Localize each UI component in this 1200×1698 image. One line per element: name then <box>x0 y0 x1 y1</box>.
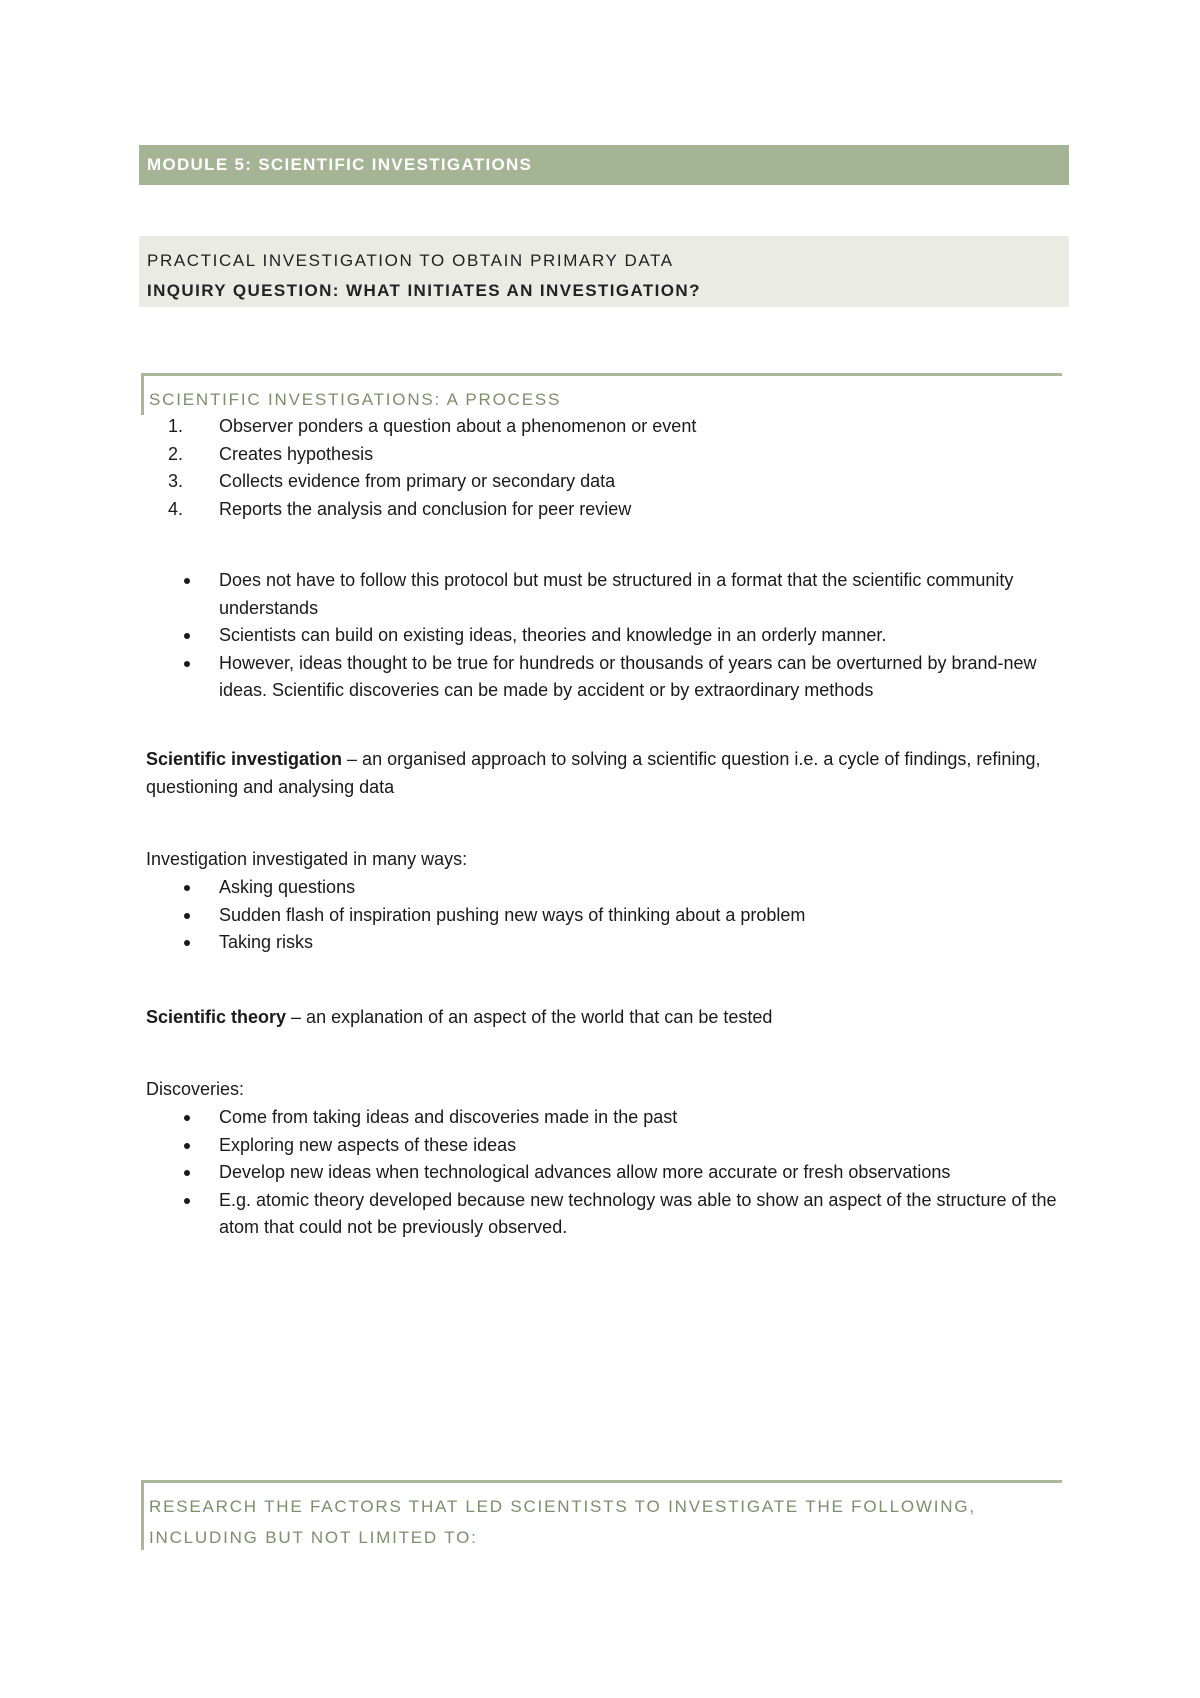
list-item: However, ideas thought to be true for hundreds or thousands of years can be overturned by brand-new ideas. Scientific discoveries can be made by accident or by extraordinary methods <box>178 650 1058 705</box>
list-item <box>168 496 696 524</box>
list-item: Exploring new aspects of these ideas <box>178 1132 1058 1160</box>
list-item: Does not have to follow this protocol but must be structured in a format that the scientific community understands <box>178 567 1058 622</box>
inquiry-question: INQUIRY QUESTION: WHAT INITIATES AN INVESTIGATION? <box>147 281 701 300</box>
list-item: Develop new ideas when technological advances allow more accurate or fresh observations <box>178 1159 1058 1187</box>
step-text: Creates hypothesis <box>219 443 374 464</box>
list-item: E.g. atomic theory developed because new technology was able to show an aspect of the structure of the atom that could not be previously observed. <box>178 1187 1058 1242</box>
definition-text: – an organised approach to solving a scientific question i.e. a cycle of findings, refining, questioning and analysing data <box>146 749 1041 797</box>
list-item <box>168 441 696 469</box>
process-section-header <box>141 373 1062 415</box>
theory-definition <box>146 1004 1076 1032</box>
module-banner <box>139 145 1069 185</box>
step-text: Collects evidence from primary or secondary data <box>219 471 616 491</box>
step-text: Reports the analysis and conclusion for peer review <box>219 498 632 519</box>
list-item: Sudden flash of inspiration pushing new ways of thinking about a problem <box>178 902 1058 930</box>
inquiry-subtitle: PRACTICAL INVESTIGATION TO OBTAIN PRIMARY DATA <box>147 251 674 270</box>
inquiry-box <box>139 236 1069 307</box>
list-item: Come from taking ideas and discoveries made in the past <box>178 1104 1058 1132</box>
discoveries-list <box>178 1104 1058 1242</box>
step-number: 3. <box>168 471 184 491</box>
process-steps <box>168 413 696 523</box>
definition-term: Scientific investigation <box>146 749 343 769</box>
step-number: 4. <box>168 498 184 519</box>
research-heading: RESEARCH THE FACTORS THAT LED SCIENTISTS TO INVESTIGATE THE FOLLOWING, INCLUDING BUT NOT LIMITED TO: <box>149 1497 976 1547</box>
discoveries-intro: Discoveries: <box>146 1079 245 1099</box>
list-item: Asking questions <box>178 874 1058 902</box>
ways-intro: Investigation investigated in many ways: <box>146 849 468 869</box>
step-number: 2. <box>168 443 184 464</box>
list-item: Scientists can build on existing ideas, theories and knowledge in an orderly manner. <box>178 622 1058 650</box>
ways-list <box>178 874 1058 957</box>
list-item <box>168 468 696 496</box>
step-text: Observer ponders a question about a phenomenon or event <box>219 416 697 436</box>
step-number: 1. <box>168 416 184 436</box>
research-section-header <box>141 1480 1062 1550</box>
investigation-definition <box>146 746 1076 801</box>
list-item: Taking risks <box>178 929 1058 957</box>
process-notes <box>178 567 1058 705</box>
module-title: MODULE 5: SCIENTIFIC INVESTIGATIONS <box>147 155 533 174</box>
definition-term: Scientific theory <box>146 1007 287 1027</box>
list-item <box>168 413 696 441</box>
definition-text: – an explanation of an aspect of the world that can be tested <box>286 1007 773 1027</box>
process-heading: SCIENTIFIC INVESTIGATIONS: A PROCESS <box>149 390 562 409</box>
